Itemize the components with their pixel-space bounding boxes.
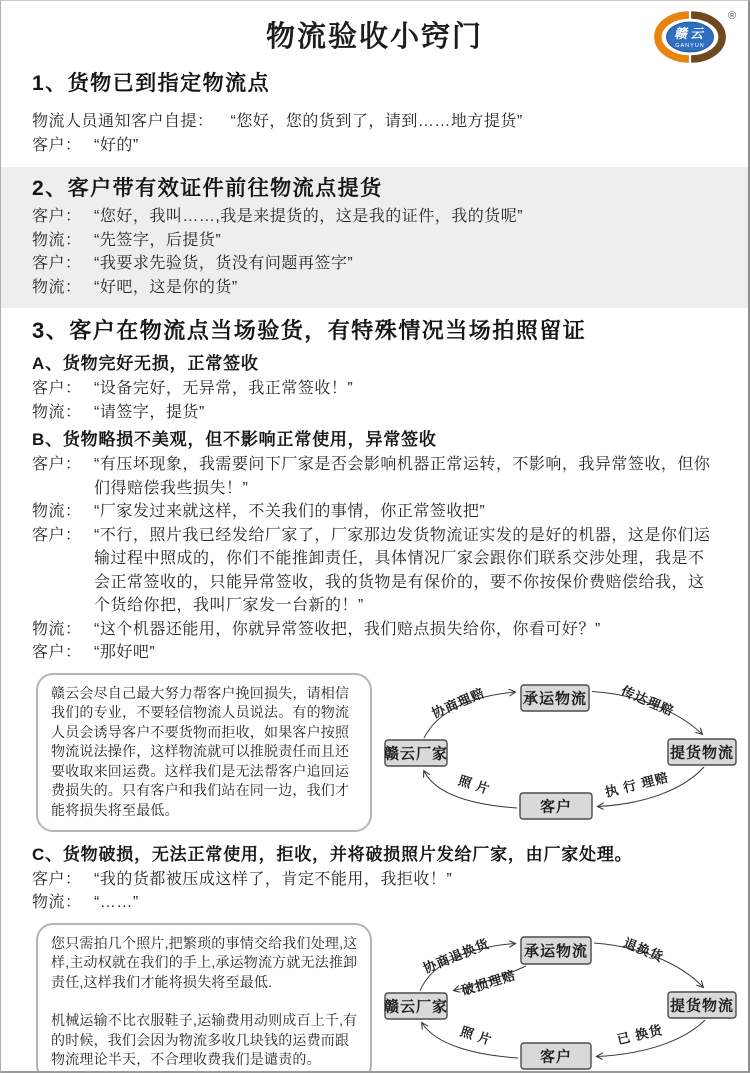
section-1-arrival xyxy=(32,70,718,157)
speaker-quote: “您好，您的货到了，请到……地方提货” xyxy=(230,113,523,130)
node-carrier xyxy=(521,685,589,711)
node-factory xyxy=(384,740,448,766)
edge-label-negotiate-return: 协商退换货 xyxy=(421,935,492,976)
node-carrier xyxy=(521,937,591,964)
speaker-quote: “您好，我叫……,我是来提货的，这是我的证件，我的货呢” xyxy=(94,208,524,225)
header xyxy=(1,1,748,54)
section-1-dialog xyxy=(32,110,718,157)
case-c-heading: C、货物破损，无法正常使用，拒收，并将破损照片发给厂家，由厂家处理。 xyxy=(32,844,633,864)
node-factory xyxy=(384,993,448,1019)
speaker-label: 客户： xyxy=(32,456,82,473)
brand-logo xyxy=(648,7,744,67)
advice-note-text: 赣云会尽自己最大努力帮客户挽回损失，请相信我们的专业，不要轻信物流人员说法。有的物流人员会诱导客户不要货物而拒收，如果客户按照物流说法操作，这样物流就可以推脱责任而且还要收取来回运费。这样我们是无法帮客户追回运费损失的。只有客户和我们站在同一边，我们才能将损失将至最低。 xyxy=(51,684,350,818)
speaker-quote: “不行，照片我已经发给厂家了，厂家那边发货物流证实发的是好的机器，这是你们运输过程中照成的，你们不能推卸责任，具体情况厂家会跟你们联系交涉处理，我是不会正常签收的，只能异常签收，我的货物是有保价的，要不你按保价费赔偿给我，这个货给你把，我叫厂家发一台新的！” xyxy=(94,526,711,614)
speaker-label: 客户： xyxy=(32,644,82,661)
case-a-dialog xyxy=(32,377,718,424)
speaker-quote: “好吧，这是你的货” xyxy=(94,278,238,296)
speaker-quote: “这个机器还能用，你就异常签收把，我们赔点损失给你，你看可好？” xyxy=(94,620,601,638)
svg-text:客户: 客户 xyxy=(539,798,573,815)
speaker-label: 客户： xyxy=(32,136,82,154)
dialog-line xyxy=(32,377,718,401)
speaker-label: 物流： xyxy=(32,620,82,638)
claim-flow-diagram xyxy=(384,673,746,833)
svg-text:承运物流: 承运物流 xyxy=(523,942,589,960)
section-1-heading: 1、货物已到指定物流点 xyxy=(32,72,271,95)
speaker-label: 客户： xyxy=(32,526,82,544)
section-3-heading: 3、客户在物流点当场验货，有特殊情况当场拍照留证 xyxy=(32,318,587,343)
speaker-label: 物流： xyxy=(32,278,82,296)
dialog-line xyxy=(32,205,718,229)
svg-text:提货物流: 提货物流 xyxy=(669,744,735,761)
logo-zh-text: 赣云 xyxy=(673,26,707,41)
edge-label-photo: 照 片 xyxy=(456,772,493,797)
edge-label-damage-claim: 破损理赔 xyxy=(459,966,518,998)
return-row xyxy=(36,923,748,1073)
svg-text:承运物流: 承运物流 xyxy=(522,690,588,707)
speaker-quote: “先签字，后提货” xyxy=(94,231,222,249)
dialog-line xyxy=(32,276,718,300)
dialog-line xyxy=(32,641,718,665)
edge-label-returns: 退换货 xyxy=(621,934,666,965)
edge-label-convey: 传达理赔 xyxy=(619,682,677,719)
node-customer xyxy=(520,793,592,819)
section-3-inspection xyxy=(32,316,718,665)
dialog-line xyxy=(32,229,718,253)
dialog-line xyxy=(32,401,718,425)
advice-note-text: 您只需拍几个照片,把繁琐的事情交给我们处理,这样,主动权就在我们的手上,承运物流方就无法推卸责任,这样我们才能将损失将至最低. xyxy=(51,934,358,990)
case-c-dialog xyxy=(32,868,718,915)
speaker-quote: “……” xyxy=(94,894,139,911)
section-2-heading: 2、客户带有效证件前往物流点提货 xyxy=(32,177,383,200)
speaker-label: 客户： xyxy=(32,208,82,225)
dialog-line xyxy=(32,134,718,158)
section-2-dialog xyxy=(32,205,718,299)
speaker-label: 客户： xyxy=(32,380,82,397)
return-flow-diagram xyxy=(384,923,746,1073)
speaker-label: 物流： xyxy=(32,231,82,249)
case-b-dialog xyxy=(32,453,718,665)
dialog-line xyxy=(32,453,718,500)
case-c-section xyxy=(32,844,718,915)
node-customer xyxy=(521,1043,591,1069)
speaker-quote: “设备完好，无异常，我正常签收！” xyxy=(94,380,354,397)
page-title: 物流验收小窍门 xyxy=(265,21,483,53)
speaker-quote: “好的” xyxy=(94,136,139,154)
speaker-label: 物流： xyxy=(32,894,82,911)
edge-label-negotiate: 协商理赔 xyxy=(429,684,487,721)
logo-en-text: GANYUN xyxy=(675,43,705,49)
svg-text:赣云厂家: 赣云厂家 xyxy=(384,745,449,762)
speaker-label: 客户： xyxy=(32,255,82,272)
dialog-line xyxy=(32,868,718,892)
speaker-quote: “我的货都被压成这样了，肯定不能用，我拒收！” xyxy=(94,870,453,888)
speaker-label: 物流： xyxy=(32,403,82,421)
node-pickup xyxy=(668,739,736,765)
case-b-heading: B、货物略损不美观，但不影响正常使用，异常签收 xyxy=(32,430,437,449)
speaker-quote: “那好吧” xyxy=(94,644,156,661)
speaker-label: 物流： xyxy=(32,503,82,520)
speaker-quote: “请签字，提货” xyxy=(94,403,205,421)
case-a-heading: A、货物完好无损，正常签收 xyxy=(32,354,259,373)
section-2-pickup xyxy=(1,167,748,308)
speaker-quote: “我要求先验货，货没有问题再签字” xyxy=(94,255,354,272)
edge-label-photo: 照 片 xyxy=(458,1023,495,1048)
ganyun-logo-icon xyxy=(648,7,744,67)
svg-text:客户: 客户 xyxy=(539,1048,573,1065)
edge-label-execute: 执 行 理赔 xyxy=(603,768,671,800)
dialog-line xyxy=(32,891,718,915)
dialog-line xyxy=(32,618,718,642)
claim-row xyxy=(36,673,748,833)
dialog-line xyxy=(32,110,718,134)
edge-label-exchanged: 已 换货 xyxy=(615,1021,665,1047)
dialog-line xyxy=(32,524,718,618)
dialog-line xyxy=(32,500,718,524)
speaker-quote: “有压坏现象，我需要问下厂家是否会影响机器正常运转，不影响，我异常签收，但你们得赔偿我些损失！” xyxy=(94,456,711,497)
svg-text:赣云厂家: 赣云厂家 xyxy=(384,998,449,1015)
advice-note-box-return xyxy=(36,923,372,1073)
svg-text:提货物流: 提货物流 xyxy=(669,997,735,1014)
advice-note-box-claim xyxy=(36,673,372,833)
dialog-line xyxy=(32,252,718,276)
advice-note-text: 机械运输不比衣服鞋子,运输费用动则成百上千,有的时候，我们会因为物流多收几块钱的运费而跟物流理论半天，不合理收费我们是谴责的。 xyxy=(51,1012,358,1067)
speaker-quote: “厂家发过来就这样，不关我们的事情，你正常签收把” xyxy=(94,503,486,520)
node-pickup xyxy=(668,992,736,1018)
speaker-label: 客户： xyxy=(32,870,82,888)
registered-trademark-icon: ® xyxy=(727,10,737,22)
speaker-label: 物流人员通知客户自提： xyxy=(32,113,214,130)
